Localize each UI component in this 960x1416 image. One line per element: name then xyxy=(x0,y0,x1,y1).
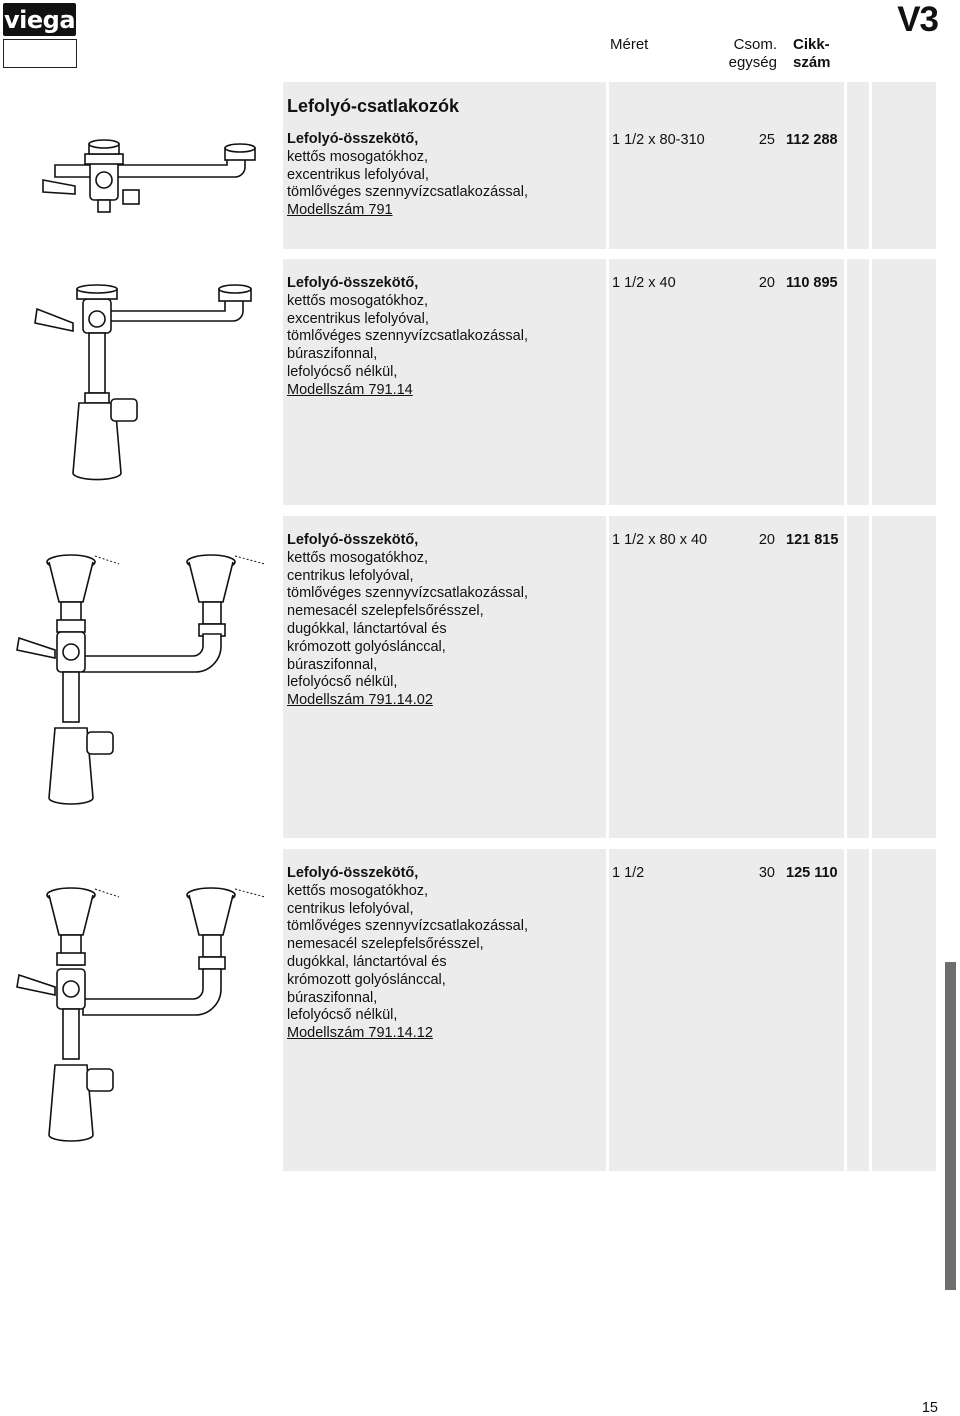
desc-line: kettős mosogatókhoz, xyxy=(287,148,429,165)
desc-line: kettős mosogatókhoz, xyxy=(287,882,429,899)
product-title: Lefolyó-összekötő, xyxy=(287,275,419,291)
article-number: 121 815 xyxy=(786,532,839,548)
sink-connector-791-icon xyxy=(3,82,283,249)
product-description xyxy=(287,131,528,220)
product-description xyxy=(287,275,528,400)
desc-line: kettős mosogatókhoz, xyxy=(287,549,429,566)
desc-line: krómozott golyóslánccal, xyxy=(287,971,446,988)
sink-connector-791-14-icon xyxy=(3,259,283,505)
desc-line: tömlővéges szennyvízcsatlakozással, xyxy=(287,585,528,602)
desc-line: excentrikus lefolyóval, xyxy=(287,166,429,183)
desc-line: lefolyócső nélkül, xyxy=(287,363,398,380)
illustration-area xyxy=(3,849,283,1171)
pack-unit-value: 20 xyxy=(758,275,775,291)
pack-unit-value: 20 xyxy=(758,532,775,548)
desc-line: krómozott golyóslánccal, xyxy=(287,638,446,655)
col-header-pack-line2: egység xyxy=(728,54,777,71)
desc-line: dugókkal, lánctartóval és xyxy=(287,620,447,637)
illustration-area xyxy=(3,516,283,838)
product-description xyxy=(287,865,528,1043)
desc-line: búraszifonnal, xyxy=(287,989,378,1006)
logo-frame xyxy=(3,39,77,68)
illustration-area xyxy=(3,259,283,505)
sink-connector-791-14-12-icon xyxy=(3,849,283,1171)
model-number: Modellszám 791.14.12 xyxy=(287,1025,433,1042)
desc-line: lefolyócső nélkül, xyxy=(287,674,398,691)
desc-line: excentrikus lefolyóval, xyxy=(287,310,429,327)
product-row-1 xyxy=(3,82,936,249)
desc-line: centrikus lefolyóval, xyxy=(287,567,414,584)
desc-line: tömlővéges szennyvízcsatlakozással, xyxy=(287,918,528,935)
article-number: 112 288 xyxy=(786,132,838,148)
pack-unit-value: 25 xyxy=(758,132,775,148)
product-row-4 xyxy=(3,849,936,1171)
pack-unit-value: 30 xyxy=(758,865,775,881)
product-title: Lefolyó-összekötő, xyxy=(287,532,419,548)
article-number: 110 895 xyxy=(786,275,838,291)
product-row-3 xyxy=(3,516,936,838)
col-header-article-line1: Cikk- xyxy=(793,36,830,53)
model-number: Modellszám 791.14.02 xyxy=(287,692,433,709)
desc-line: kettős mosogatókhoz, xyxy=(287,292,429,309)
sink-connector-791-14-02-icon xyxy=(3,516,283,838)
desc-line: dugókkal, lánctartóval és xyxy=(287,953,447,970)
product-row-2 xyxy=(3,259,936,505)
size-value: 1 1/2 xyxy=(612,865,645,881)
product-description xyxy=(287,532,528,710)
size-value: 1 1/2 x 80-310 xyxy=(612,132,705,148)
section-title: Lefolyó-csatlakozók xyxy=(287,96,460,116)
article-number: 125 110 xyxy=(786,865,838,881)
desc-line: nemesacél szelepfelsőrésszel, xyxy=(287,603,484,620)
desc-line: lefolyócső nélkül, xyxy=(287,1007,398,1024)
col-header-pack-line1: Csom. xyxy=(733,36,777,53)
viega-logo xyxy=(3,3,76,36)
col-header-size: Méret xyxy=(610,36,649,53)
desc-line: búraszifonnal, xyxy=(287,346,378,363)
col-header-article-line2: szám xyxy=(793,54,831,71)
model-number: Modellszám 791.14 xyxy=(287,381,413,398)
desc-line: centrikus lefolyóval, xyxy=(287,900,414,917)
size-value: 1 1/2 x 80 x 40 xyxy=(612,532,708,548)
product-title: Lefolyó-összekötő, xyxy=(287,131,419,147)
logo-text: viega xyxy=(3,6,76,34)
section-marker-tab xyxy=(945,962,956,1290)
illustration-area xyxy=(3,82,283,249)
desc-line: tömlővéges szennyvízcsatlakozással, xyxy=(287,328,528,345)
page-number: 15 xyxy=(921,1400,938,1416)
product-title: Lefolyó-összekötő, xyxy=(287,865,419,881)
size-value: 1 1/2 x 40 xyxy=(612,275,676,291)
desc-line: nemesacél szelepfelsőrésszel, xyxy=(287,936,484,953)
desc-line: tömlővéges szennyvízcsatlakozással, xyxy=(287,184,528,201)
desc-line: búraszifonnal, xyxy=(287,656,378,673)
section-code: V3 xyxy=(897,0,938,39)
model-number: Modellszám 791 xyxy=(287,202,393,219)
